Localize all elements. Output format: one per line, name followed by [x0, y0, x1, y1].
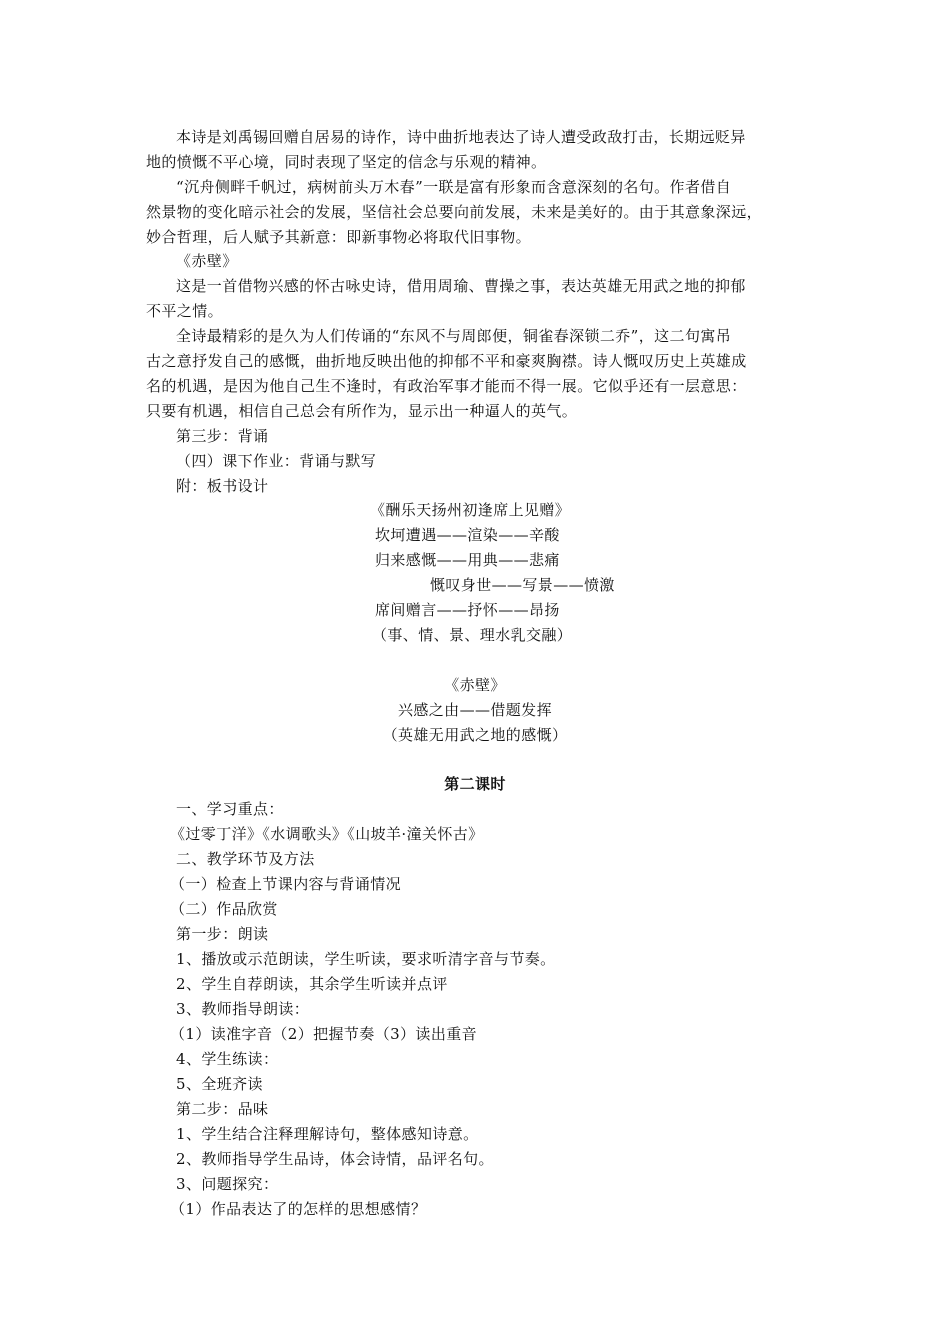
board-line: 归来感慨——用典——悲痛 — [375, 551, 560, 569]
list-item: 第一步：朗读 — [176, 925, 269, 943]
paragraph-line: 本诗是刘禹锡回赠自居易的诗作，诗中曲折地表达了诗人遭受政敌打击，长期远贬异 — [176, 128, 746, 146]
list-item: （二）作品欣赏 — [170, 900, 278, 918]
board-line: （事、情、景、理水乳交融） — [372, 626, 573, 644]
homework-label: （四）课下作业：背诵与默写 — [176, 452, 377, 470]
list-item: 4、学生练读： — [176, 1050, 279, 1068]
list-item: 3、教师指导朗读： — [176, 1000, 310, 1018]
board-line: 席间赠言——抒怀——昂扬 — [375, 601, 560, 619]
paragraph-line: 古之意抒发自己的感慨，曲折地反映出他的抑郁不平和豪爽胸襟。诗人慨叹历史上英雄成 — [146, 352, 747, 370]
paragraph-line: 然景物的变化暗示社会的发展，坚信社会总要向前发展，未来是美好的。由于其意象深远， — [146, 203, 763, 221]
poem-title-chibi: 《赤壁》 — [176, 252, 238, 270]
list-item: 二、教学环节及方法 — [176, 850, 315, 868]
list-item: 2、教师指导学生品诗，体会诗情，品评名句。 — [176, 1150, 494, 1168]
paragraph-line: 名的机遇，是因为他自己生不逢时，有政治军事才能而不得一展。它似乎还有一层意思： — [146, 377, 747, 395]
step-label: 第三步：背诵 — [176, 427, 269, 445]
board-line: （英雄无用武之地的感慨） — [382, 726, 568, 744]
paragraph-line: 只要有机遇，相信自己总会有所作为，显示出一种逼人的英气。 — [146, 402, 578, 420]
paragraph-line: 不平之情。 — [146, 302, 224, 320]
list-item: （1）读准字音（2）把握节奏（3）读出重音 — [170, 1025, 478, 1043]
paragraph-line: “沉舟侧畔千帆过，病树前头万木春”一联是富有形象而含意深刻的名句。作者借自 — [176, 178, 732, 196]
list-item: 第二步：品味 — [176, 1100, 269, 1118]
list-item: 《过零丁洋》《水调歌头》《山坡羊·潼关怀古》 — [170, 825, 484, 843]
list-item: 3、问题探究： — [176, 1175, 279, 1193]
board-line: 坎坷遭遇——渲染——辛酸 — [375, 526, 560, 544]
list-item: （1）作品表达了的怎样的思想感情？ — [170, 1200, 427, 1218]
paragraph-line: 这是一首借物兴感的怀古咏史诗，借用周瑜、曹操之事，表达英雄无用武之地的抑郁 — [176, 277, 746, 295]
paragraph-line: 地的愤慨不平心境，同时表现了坚定的信念与乐观的精神。 — [146, 153, 547, 171]
appendix-label: 附：板书设计 — [176, 477, 269, 495]
paragraph-line: 全诗最精彩的是久为人们传诵的“东风不与周郎便，铜雀春深锁二乔”，这二句寓吊 — [176, 327, 732, 345]
board-title: 《酬乐天扬州初逢席上见赠》 — [370, 501, 571, 519]
list-item: 5、全班齐读 — [176, 1075, 263, 1093]
list-item: 1、播放或示范朗读，学生听读，要求听清字音与节奏。 — [176, 950, 556, 968]
board-line: 兴感之由——借题发挥 — [397, 701, 552, 719]
board-title: 《赤壁》 — [444, 676, 506, 694]
list-item: 一、学习重点： — [176, 800, 284, 818]
list-item: （一）检查上节课内容与背诵情况 — [170, 875, 402, 893]
paragraph-line: 妙合哲理，后人赋予其新意：即新事物必将取代旧事物。 — [146, 228, 532, 246]
list-item: 1、学生结合注释理解诗句，整体感知诗意。 — [176, 1125, 479, 1143]
board-line: 慨叹身世——写景——愤激 — [430, 576, 615, 594]
list-item: 2、学生自荐朗读，其余学生听读并点评 — [176, 975, 448, 993]
section-heading: 第二课时 — [444, 775, 506, 793]
